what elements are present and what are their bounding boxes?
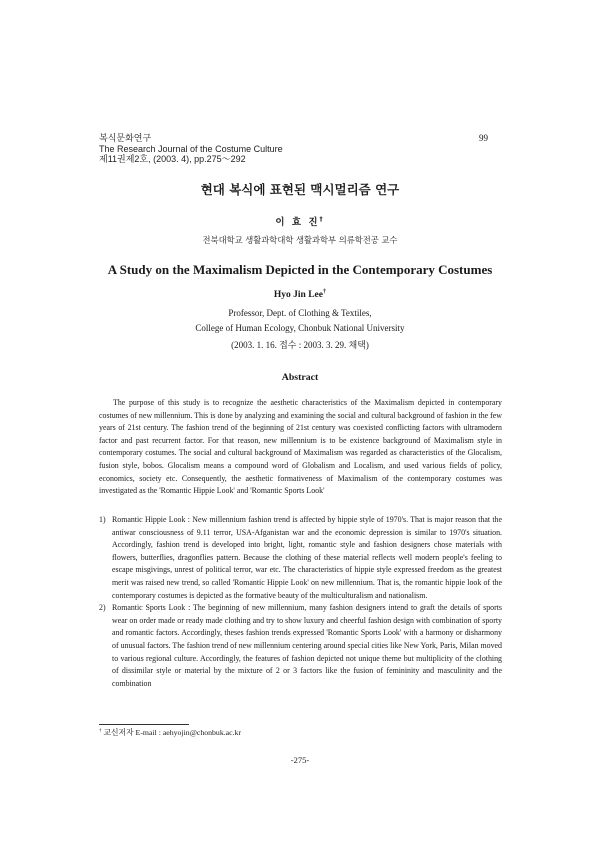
journal-header [99, 133, 283, 165]
list-item-text: Romantic Sports Look : The beginning of new millennium, many fashion designers intend to graft the details of sports wear on order made or ready made clothing and try to show luxury and cheerful fashion design with combination of sporty and romantic factors. Accordingly, theses fashion trends expressed 'Romantic Sports Look' with a harmony or disharmony of unusual factors. The fashion trend of new millennium centering around special cities like New York, Paris, Milan moved to various regional culture. Accordingly, the features of fashion depicted not unique theme but multiplicity of the clothing of dissimilar style or material by the mixture of 2 or 3 factors like the fusion of femininity and masculinity and the combination [112, 603, 502, 688]
english-title: A Study on the Maximalism Depicted in the Contemporary Costumes [107, 262, 493, 277]
footnote [99, 727, 241, 738]
journal-name-english: The Research Journal of the Costume Culture [99, 143, 283, 154]
english-author [60, 290, 540, 300]
list-item-number: 2) [99, 603, 106, 613]
abstract-list-item [99, 602, 502, 690]
list-item-text: Romantic Hippie Look : New millennium fashion trend is affected by hippie style of 1970's. That is major reason that the antiwar consciousness of 9.11 terror, USA-Afganistan war and the economic depression is similar to 1970's situation. Accordingly, fashion trend is developed into bright, light, romantic style and fashion designers chose materials with flowers, butterflies, dragonflies pattern. Because the clothing of these material reflects well modern people's feeling to escape misgivings, unrest of political terror, war etc. The characteristics of hippie style expressed freedom as the greatest merit was raised new trend, so called 'Romantic Hippie Look' on new millennium. That is, the romantic hippie look of the contemporary costumes is depicted as the formative beauty of the multiculturalism and nationalism. [112, 515, 502, 600]
korean-author-name: 이 효 진 [275, 217, 320, 228]
footnote-mark: † [99, 727, 102, 734]
abstract-heading: Abstract [281, 372, 319, 383]
journal-name-korean: 복식문화연구 [99, 133, 152, 143]
journal-issue: 제11권제2호, (2003. 4), pp.275～292 [99, 154, 246, 165]
list-item-number: 1) [99, 515, 106, 524]
abstract-list-item [99, 514, 502, 602]
english-author-name: Hyo Jin Lee [273, 290, 323, 300]
korean-affiliation: 전북대학교 생활과학대학 생활과학부 의류학전공 교수 [202, 235, 398, 245]
korean-author-mark: † [319, 215, 325, 223]
english-author-mark: † [323, 288, 327, 295]
abstract-paragraph: The purpose of this study is to recognize the aesthetic characteristics of the Maximalism depicted in contemporary costumes of new millennium. This is done by analyzing and examining the social and cultural background of fashion in the few years of 21st century. The fashion trend of the beginning of 21st century was coexisted conflicting factors with ultramodern factor and past recurrent factor. For that reason, new millennium is to be existence background of Maximalism style in contemporary costumes. The social and cultural background of Maximalism was regarded as characteristics of the Glocalism, fusion style, bobos. Glocalism means a compound word of Globalism and Localism, and used various fields of policy, economics, society etc. Consequently, the aesthetic formativeness of Maximalism of the contemporary costumes was investigated as the 'Romantic Hippie Look' and 'Romantic Sports Look' [99, 398, 502, 496]
footer-page-number: -275- [290, 755, 310, 765]
abstract-list [99, 514, 502, 690]
header-page-number: 99 [479, 133, 488, 143]
english-affiliation-line-2: College of Human Ecology, Chonbuk National University [195, 323, 405, 333]
submission-dates: (2003. 1. 16. 접수 : 2003. 3. 29. 채택) [231, 340, 369, 350]
english-affiliation-line-1: Professor, Dept. of Clothing & Textiles, [228, 308, 372, 318]
footnote-divider [99, 724, 189, 725]
korean-title: 현대 복식에 표현된 맥시멀리즘 연구 [200, 182, 400, 197]
footnote-text: 교신저자 E-mail : aehyojin@chonbuk.ac.kr [103, 728, 242, 737]
korean-author [60, 214, 540, 228]
